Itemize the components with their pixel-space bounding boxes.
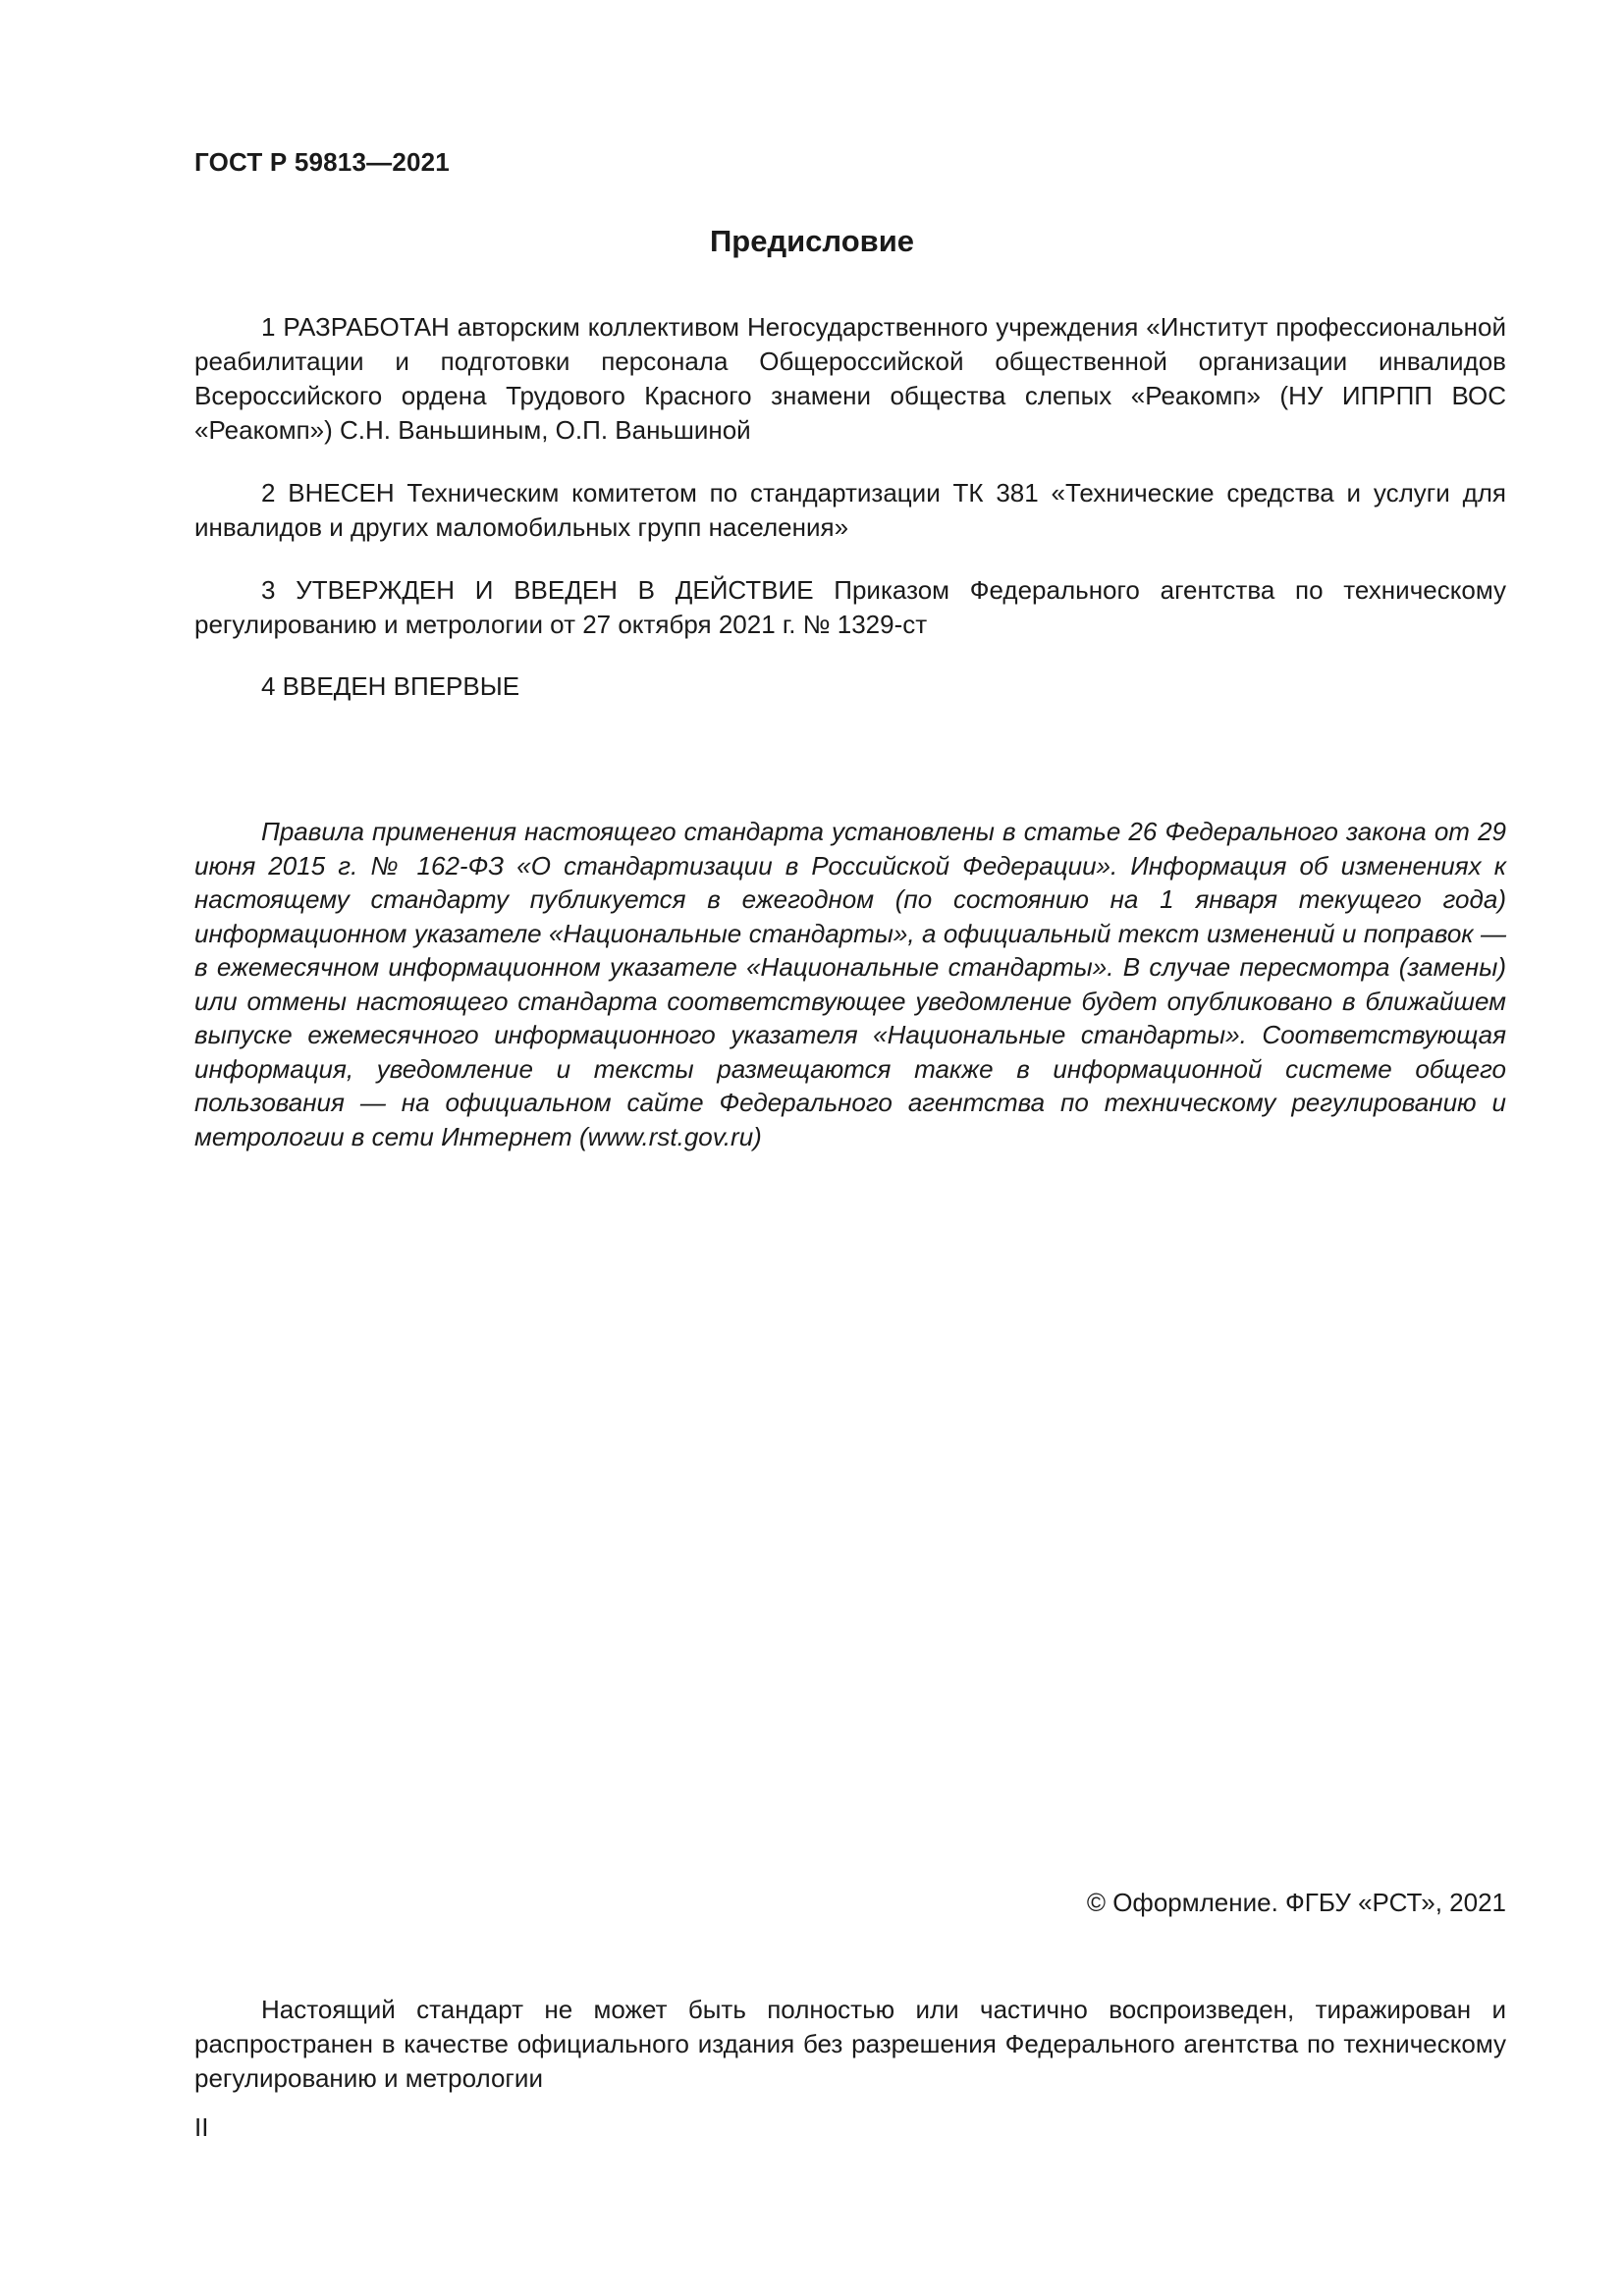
page-title: Предисловие [709, 224, 914, 258]
preface-item-submitted: 2 ВНЕСЕН Техническим комитетом по стандартизации ТК 381 «Технические средства и услуги для инвалидов и других маломобильных групп населения» [194, 478, 1506, 542]
preface-item-introduced: 4 ВВЕДЕН ВПЕРВЫЕ [261, 671, 520, 701]
page-number: II [194, 2112, 209, 2142]
preface-item-developed: 1 РАЗРАБОТАН авторским коллективом Негосударственного учреждения «Институт профессиональной реабилитации и подготовки персонала Общероссийской общественной организации инвалидов Всероссийского ордена Трудового Красного знамени общества слепых «Реакомп» (НУ ИПРПП ВОС «Реакомп») С.Н. Ваньшиным, О.П. Ваньшиной [194, 312, 1506, 445]
copyright-line: © Оформление. ФГБУ «РСТ», 2021 [1086, 1888, 1506, 1917]
application-rules-paragraph: Правила применения настоящего стандарта установлены в статье 26 Федерального закона от 29 июня 2015 г. № 162-ФЗ «О стандартизации в Российской Федерации». Информация об изменениях к настоящему стандарту публикуется в ежегодном (по состоянию на 1 января текущего года) информационном указателе «Национальные стандарты», а официальный текст изменений и поправок — в ежемесячном информационном указателе «Национальные стандарты». В случае пересмотра (замены) или отмены настоящего стандарта соответствующее уведомление будет опубликовано в ближайшем выпуске ежемесячного информационного указателя «Национальные стандарты». Соответствующая информация, уведомление и тексты размещаются также в информационной системе общего пользования — на официальном сайте Федерального агентства по техническому регулированию и метрологии в сети Интернет (www.rst.gov.ru) [194, 817, 1506, 1151]
preface-item-approved: 3 УТВЕРЖДЕН И ВВЕДЕН В ДЕЙСТВИЕ Приказом Федерального агентства по техническому регулированию и метрологии от 27 октября 2021 г. № 1329-ст [194, 575, 1506, 639]
reproduction-notice: Настоящий стандарт не может быть полностью или частично воспроизведен, тиражирован и распространен в качестве официального издания без разрешения Федерального агентства по техническому регулированию и метрологии [194, 1995, 1506, 2093]
document-code: ГОСТ Р 59813—2021 [194, 147, 450, 177]
